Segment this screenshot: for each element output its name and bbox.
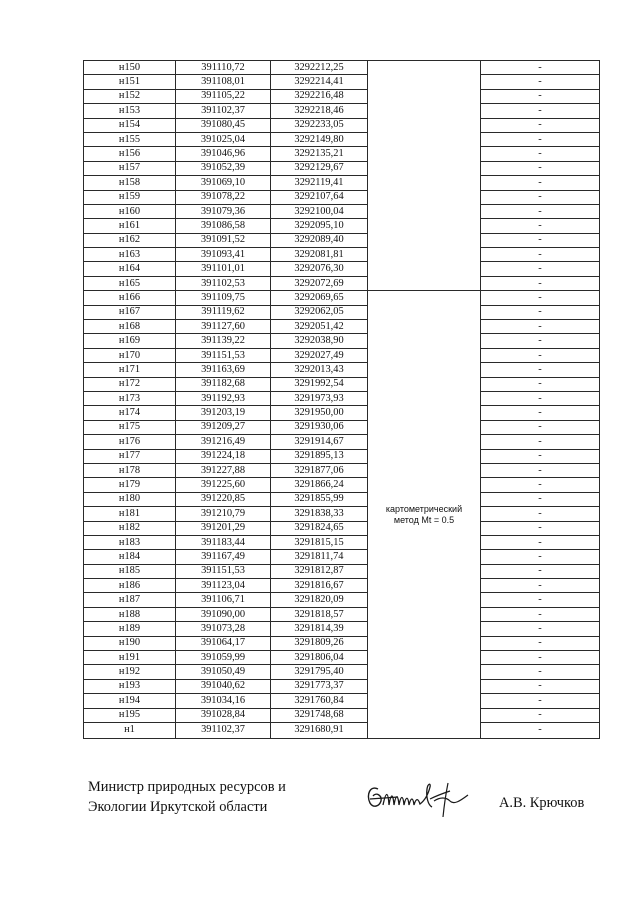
x-coordinate-cell: 391123,04 [176,579,271,593]
mark-cell: - [481,651,600,665]
table-row [84,204,600,218]
y-coordinate-cell: 3292107,64 [271,190,368,204]
mark-cell: - [481,593,600,607]
table-row [84,89,600,103]
mark-cell: - [481,492,600,506]
mark-cell: - [481,507,600,521]
y-coordinate-cell: 3291816,67 [271,579,368,593]
point-id-cell: н182 [84,521,176,535]
x-coordinate-cell: 391209,27 [176,420,271,434]
table-row [84,679,600,693]
point-id-cell: н157 [84,161,176,175]
mark-cell: - [481,435,600,449]
method-cell-empty [368,61,481,291]
table-row [84,334,600,348]
y-coordinate-cell: 3292095,10 [271,219,368,233]
mark-cell: - [481,233,600,247]
table-row [84,478,600,492]
y-coordinate-cell: 3291855,99 [271,492,368,506]
mark-cell: - [481,521,600,535]
x-coordinate-cell: 391050,49 [176,665,271,679]
mark-cell: - [481,262,600,276]
point-id-cell: н166 [84,291,176,305]
point-id-cell: н172 [84,377,176,391]
point-id-cell: н184 [84,550,176,564]
y-coordinate-cell: 3292062,05 [271,305,368,319]
point-id-cell: н151 [84,75,176,89]
table-row [84,622,600,636]
point-id-cell: н156 [84,147,176,161]
table-row [84,579,600,593]
point-id-cell: н164 [84,262,176,276]
mark-cell: - [481,665,600,679]
table-row [84,694,600,708]
y-coordinate-cell: 3291795,40 [271,665,368,679]
table-row [84,104,600,118]
x-coordinate-cell: 391151,53 [176,564,271,578]
table-row [84,636,600,650]
point-id-cell: н161 [84,219,176,233]
table-row [84,61,600,75]
table-row [84,233,600,247]
signer-name: А.В. Крючков [499,795,585,811]
x-coordinate-cell: 391110,72 [176,61,271,75]
point-id-cell: н175 [84,420,176,434]
x-coordinate-cell: 391091,52 [176,233,271,247]
table-row [84,665,600,679]
x-coordinate-cell: 391102,37 [176,104,271,118]
x-coordinate-cell: 391182,68 [176,377,271,391]
y-coordinate-cell: 3291820,09 [271,593,368,607]
x-coordinate-cell: 391046,96 [176,147,271,161]
table-row [84,391,600,405]
table-row [84,492,600,506]
mark-cell: - [481,334,600,348]
point-id-cell: н155 [84,132,176,146]
point-id-cell: н173 [84,391,176,405]
point-id-cell: н168 [84,320,176,334]
point-id-cell: н193 [84,679,176,693]
y-coordinate-cell: 3292119,41 [271,176,368,190]
signatory-position-line2: Экологии Иркутской области [88,799,268,815]
table-row [84,262,600,276]
x-coordinate-cell: 391127,60 [176,320,271,334]
point-id-cell: н186 [84,579,176,593]
method-line2: метод Mt = 0.5 [393,514,455,525]
mark-cell: - [481,722,600,738]
signatory-position-line1: Министр природных ресурсов и [88,779,286,795]
table-row [84,147,600,161]
point-id-cell: н174 [84,406,176,420]
x-coordinate-cell: 391109,75 [176,291,271,305]
point-id-cell: н180 [84,492,176,506]
mark-cell: - [481,176,600,190]
mark-cell: - [481,694,600,708]
x-coordinate-cell: 391105,22 [176,89,271,103]
x-coordinate-cell: 391101,01 [176,262,271,276]
mark-cell: - [481,305,600,319]
table-row [84,161,600,175]
x-coordinate-cell: 391225,60 [176,478,271,492]
y-coordinate-cell: 3291809,26 [271,636,368,650]
y-coordinate-cell: 3292076,30 [271,262,368,276]
x-coordinate-cell: 391090,00 [176,607,271,621]
y-coordinate-cell: 3292013,43 [271,363,368,377]
y-coordinate-cell: 3291824,65 [271,521,368,535]
point-id-cell: н191 [84,651,176,665]
mark-cell: - [481,449,600,463]
table-row [84,607,600,621]
x-coordinate-cell: 391080,45 [176,118,271,132]
mark-cell: - [481,564,600,578]
mark-cell: - [481,348,600,362]
point-id-cell: н170 [84,348,176,362]
point-id-cell: н194 [84,694,176,708]
point-id-cell: н165 [84,276,176,290]
point-id-cell: н162 [84,233,176,247]
mark-cell: - [481,75,600,89]
y-coordinate-cell: 3292069,65 [271,291,368,305]
x-coordinate-cell: 391102,37 [176,722,271,738]
point-id-cell: н190 [84,636,176,650]
point-id-cell: н185 [84,564,176,578]
x-coordinate-cell: 391078,22 [176,190,271,204]
table-row [84,535,600,549]
x-coordinate-cell: 391151,53 [176,348,271,362]
table-row [84,291,600,305]
point-id-cell: н150 [84,61,176,75]
mark-cell: - [481,535,600,549]
x-coordinate-cell: 391028,84 [176,708,271,722]
point-id-cell: н163 [84,248,176,262]
mark-cell: - [481,132,600,146]
point-id-cell: н1 [84,722,176,738]
y-coordinate-cell: 3291914,67 [271,435,368,449]
y-coordinate-cell: 3292233,05 [271,118,368,132]
y-coordinate-cell: 3291866,24 [271,478,368,492]
table-row [84,449,600,463]
y-coordinate-cell: 3292216,48 [271,89,368,103]
mark-cell: - [481,420,600,434]
table-row [84,176,600,190]
table-row [84,521,600,535]
y-coordinate-cell: 3291760,84 [271,694,368,708]
point-id-cell: н167 [84,305,176,319]
coordinates-table-body [84,61,600,739]
point-id-cell: н178 [84,463,176,477]
table-row [84,190,600,204]
table-row [84,305,600,319]
table-row [84,348,600,362]
y-coordinate-cell: 3292081,81 [271,248,368,262]
table-row [84,377,600,391]
y-coordinate-cell: 3292135,21 [271,147,368,161]
table-row [84,406,600,420]
y-coordinate-cell: 3292129,67 [271,161,368,175]
x-coordinate-cell: 391079,36 [176,204,271,218]
mark-cell: - [481,89,600,103]
point-id-cell: н159 [84,190,176,204]
x-coordinate-cell: 391093,41 [176,248,271,262]
point-id-cell: н177 [84,449,176,463]
y-coordinate-cell: 3292149,80 [271,132,368,146]
x-coordinate-cell: 391210,79 [176,507,271,521]
point-id-cell: н192 [84,665,176,679]
mark-cell: - [481,406,600,420]
x-coordinate-cell: 391069,10 [176,176,271,190]
x-coordinate-cell: 391108,01 [176,75,271,89]
y-coordinate-cell: 3291838,33 [271,507,368,521]
y-coordinate-cell: 3291814,39 [271,622,368,636]
mark-cell: - [481,478,600,492]
table-row [84,651,600,665]
mark-cell: - [481,118,600,132]
point-id-cell: н183 [84,535,176,549]
table-row [84,507,600,521]
x-coordinate-cell: 391192,93 [176,391,271,405]
y-coordinate-cell: 3291973,93 [271,391,368,405]
y-coordinate-cell: 3292038,90 [271,334,368,348]
mark-cell: - [481,190,600,204]
x-coordinate-cell: 391139,22 [176,334,271,348]
signatory-position [88,777,286,817]
point-id-cell: н188 [84,607,176,621]
mark-cell: - [481,679,600,693]
mark-cell: - [481,636,600,650]
mark-cell: - [481,291,600,305]
x-coordinate-cell: 391183,44 [176,535,271,549]
mark-cell: - [481,363,600,377]
y-coordinate-cell: 3291950,00 [271,406,368,420]
table-row [84,550,600,564]
table-row [84,219,600,233]
mark-cell: - [481,219,600,233]
method-line1: картометрический [385,503,463,514]
y-coordinate-cell: 3292072,69 [271,276,368,290]
point-id-cell: н195 [84,708,176,722]
table-row [84,248,600,262]
x-coordinate-cell: 391167,49 [176,550,271,564]
y-coordinate-cell: 3292218,46 [271,104,368,118]
x-coordinate-cell: 391220,85 [176,492,271,506]
mark-cell: - [481,276,600,290]
y-coordinate-cell: 3291773,37 [271,679,368,693]
x-coordinate-cell: 391040,62 [176,679,271,693]
mark-cell: - [481,248,600,262]
y-coordinate-cell: 3292027,49 [271,348,368,362]
table-row [84,118,600,132]
mark-cell: - [481,463,600,477]
y-coordinate-cell: 3292089,40 [271,233,368,247]
point-id-cell: н160 [84,204,176,218]
mark-cell: - [481,320,600,334]
y-coordinate-cell: 3291895,13 [271,449,368,463]
x-coordinate-cell: 391119,62 [176,305,271,319]
mark-cell: - [481,204,600,218]
x-coordinate-cell: 391073,28 [176,622,271,636]
point-id-cell: н171 [84,363,176,377]
mark-cell: - [481,147,600,161]
x-coordinate-cell: 391203,19 [176,406,271,420]
table-row [84,363,600,377]
mark-cell: - [481,550,600,564]
table-row [84,564,600,578]
y-coordinate-cell: 3291811,74 [271,550,368,564]
table-row [84,276,600,290]
x-coordinate-cell: 391102,53 [176,276,271,290]
x-coordinate-cell: 391227,88 [176,463,271,477]
y-coordinate-cell: 3291818,57 [271,607,368,621]
point-id-cell: н169 [84,334,176,348]
y-coordinate-cell: 3292051,42 [271,320,368,334]
point-id-cell: н158 [84,176,176,190]
table-row [84,420,600,434]
table-row [84,708,600,722]
table-row [84,722,600,738]
y-coordinate-cell: 3291680,91 [271,722,368,738]
y-coordinate-cell: 3291877,06 [271,463,368,477]
y-coordinate-cell: 3291930,06 [271,420,368,434]
y-coordinate-cell: 3291812,87 [271,564,368,578]
y-coordinate-cell: 3292100,04 [271,204,368,218]
point-id-cell: н181 [84,507,176,521]
point-id-cell: н189 [84,622,176,636]
y-coordinate-cell: 3291748,68 [271,708,368,722]
mark-cell: - [481,61,600,75]
x-coordinate-cell: 391106,71 [176,593,271,607]
table-row [84,320,600,334]
mark-cell: - [481,607,600,621]
y-coordinate-cell: 3291815,15 [271,535,368,549]
x-coordinate-cell: 391059,99 [176,651,271,665]
x-coordinate-cell: 391052,39 [176,161,271,175]
table-row [84,75,600,89]
x-coordinate-cell: 391034,16 [176,694,271,708]
y-coordinate-cell: 3291992,54 [271,377,368,391]
coordinates-table [83,60,600,739]
mark-cell: - [481,708,600,722]
y-coordinate-cell: 3292212,25 [271,61,368,75]
point-id-cell: н154 [84,118,176,132]
point-id-cell: н176 [84,435,176,449]
x-coordinate-cell: 391201,29 [176,521,271,535]
x-coordinate-cell: 391163,69 [176,363,271,377]
x-coordinate-cell: 391216,49 [176,435,271,449]
table-row [84,463,600,477]
x-coordinate-cell: 391224,18 [176,449,271,463]
table-row [84,435,600,449]
mark-cell: - [481,377,600,391]
point-id-cell: н153 [84,104,176,118]
mark-cell: - [481,104,600,118]
table-row [84,593,600,607]
mark-cell: - [481,579,600,593]
x-coordinate-cell: 391086,58 [176,219,271,233]
table-row [84,132,600,146]
point-id-cell: н179 [84,478,176,492]
mark-cell: - [481,622,600,636]
mark-cell: - [481,391,600,405]
mark-cell: - [481,161,600,175]
point-id-cell: н187 [84,593,176,607]
x-coordinate-cell: 391025,04 [176,132,271,146]
method-cell [368,291,481,739]
point-id-cell: н152 [84,89,176,103]
y-coordinate-cell: 3292214,41 [271,75,368,89]
y-coordinate-cell: 3291806,04 [271,651,368,665]
handwritten-signature [364,777,476,821]
x-coordinate-cell: 391064,17 [176,636,271,650]
